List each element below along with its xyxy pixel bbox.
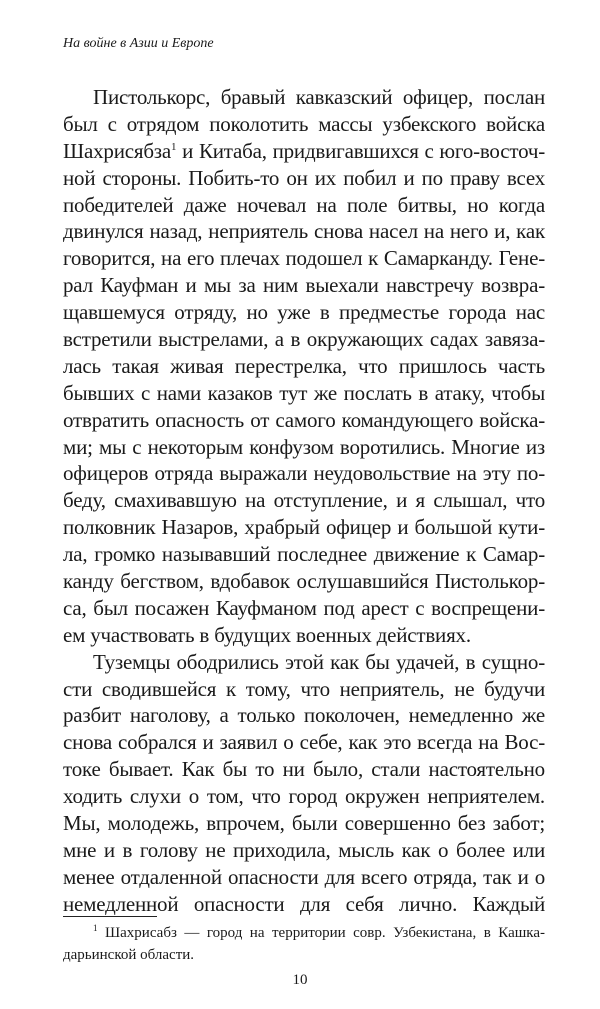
text-line: лась такая живая перестрелка, что пришлось часть [63, 353, 545, 378]
text-line: рал Кауфман и мы за ним выехали навстречу возвра- [63, 273, 545, 298]
text-line: немедленной опасности для себя лично. Каждый [63, 891, 545, 916]
text-line: Пистолькорс, бравый кавказский офицер, послан [93, 85, 545, 109]
text-line: разбит наголову, а только поколочен, немедленно же [63, 703, 545, 728]
text-line: бывших с нами казаков тут же послать в атаку, чтобы [63, 380, 545, 405]
footnote-marker: 1 [93, 923, 98, 933]
footnote-divider [63, 916, 157, 917]
text-line: ла, громко называвший последнее движение к Самар- [63, 542, 545, 567]
text-line: победителей даже ночевал на поле битвы, но когда [63, 192, 545, 217]
text-line: беду, смахивавшую на отступление, и я слышал, что [63, 488, 545, 513]
body-text [63, 84, 545, 918]
paragraph [63, 649, 545, 918]
paragraph [63, 84, 545, 649]
text-line: мне и в голову не приходила, мысль как о более или [63, 837, 545, 862]
text-line: токе бывает. Как бы то ни было, стали настоятельно [63, 757, 545, 782]
text-line: отвратить опасность от самого командующего войска- [63, 407, 545, 432]
text-fragment: Шахрисябза [63, 138, 172, 163]
footnote [63, 922, 545, 966]
text-line: канду бегством, вдобавок ослушавшийся Пистолькор- [63, 569, 545, 594]
footnote-text: Шахрисабз — город на территории совр. Узбекистана, в Кашка- [105, 925, 546, 941]
running-header: На войне в Азии и Европе [63, 36, 214, 51]
text-line: двинулся назад, неприятель снова насел на него и, как [63, 219, 545, 244]
text-line: встретили выстрелами, а в окружающих садах завяза- [63, 327, 545, 352]
text-line: полковник Назаров, храбрый офицер и большой кути- [63, 515, 545, 540]
text-line: говорится, на его плечах подошел к Самарканду. Гене- [63, 246, 545, 271]
text-line: ходить слухи о том, что город окружен неприятелем. [63, 784, 545, 809]
text-line: Туземцы ободрились этой как бы удачей, в сущно- [93, 649, 545, 674]
text-line: был с отрядом поколотить массы узбекского войска [63, 111, 545, 136]
text-line: снова собрался и заявил о себе, как это всегда на Вос- [63, 730, 545, 755]
text-line-with-footnote [63, 138, 545, 165]
text-line: ем участвовать в будущих военных действиях. [63, 622, 471, 647]
text-line: сти сводившейся к тому, что неприятель, не будучи [63, 676, 545, 701]
footnote-reference: 1 [171, 140, 177, 153]
page-number: 10 [292, 972, 308, 988]
text-line: офицеров отряда выражали неудовольствие на эту по- [63, 461, 545, 486]
text-line: щавшемуся отряду, но уже в предместье города нас [63, 300, 545, 325]
text-line: са, был посажен Кауфманом под арест с воспрещени- [63, 595, 545, 620]
text-line: Мы, молодежь, впрочем, были совершенно без забот; [63, 811, 545, 836]
footnote-line [63, 922, 545, 944]
text-line: ми; мы с некоторым конфузом воротились. Многие из [63, 434, 545, 459]
text-fragment: и Китаба, придвигавшихся с юго-восточ- [182, 138, 545, 163]
text-line: менее отдаленной опасности для всего отряда, так и о [63, 864, 545, 889]
footnote-line: дарьинской области. [63, 947, 195, 963]
text-line: ной стороны. Побить-то он их побил и по праву всех [63, 165, 545, 190]
